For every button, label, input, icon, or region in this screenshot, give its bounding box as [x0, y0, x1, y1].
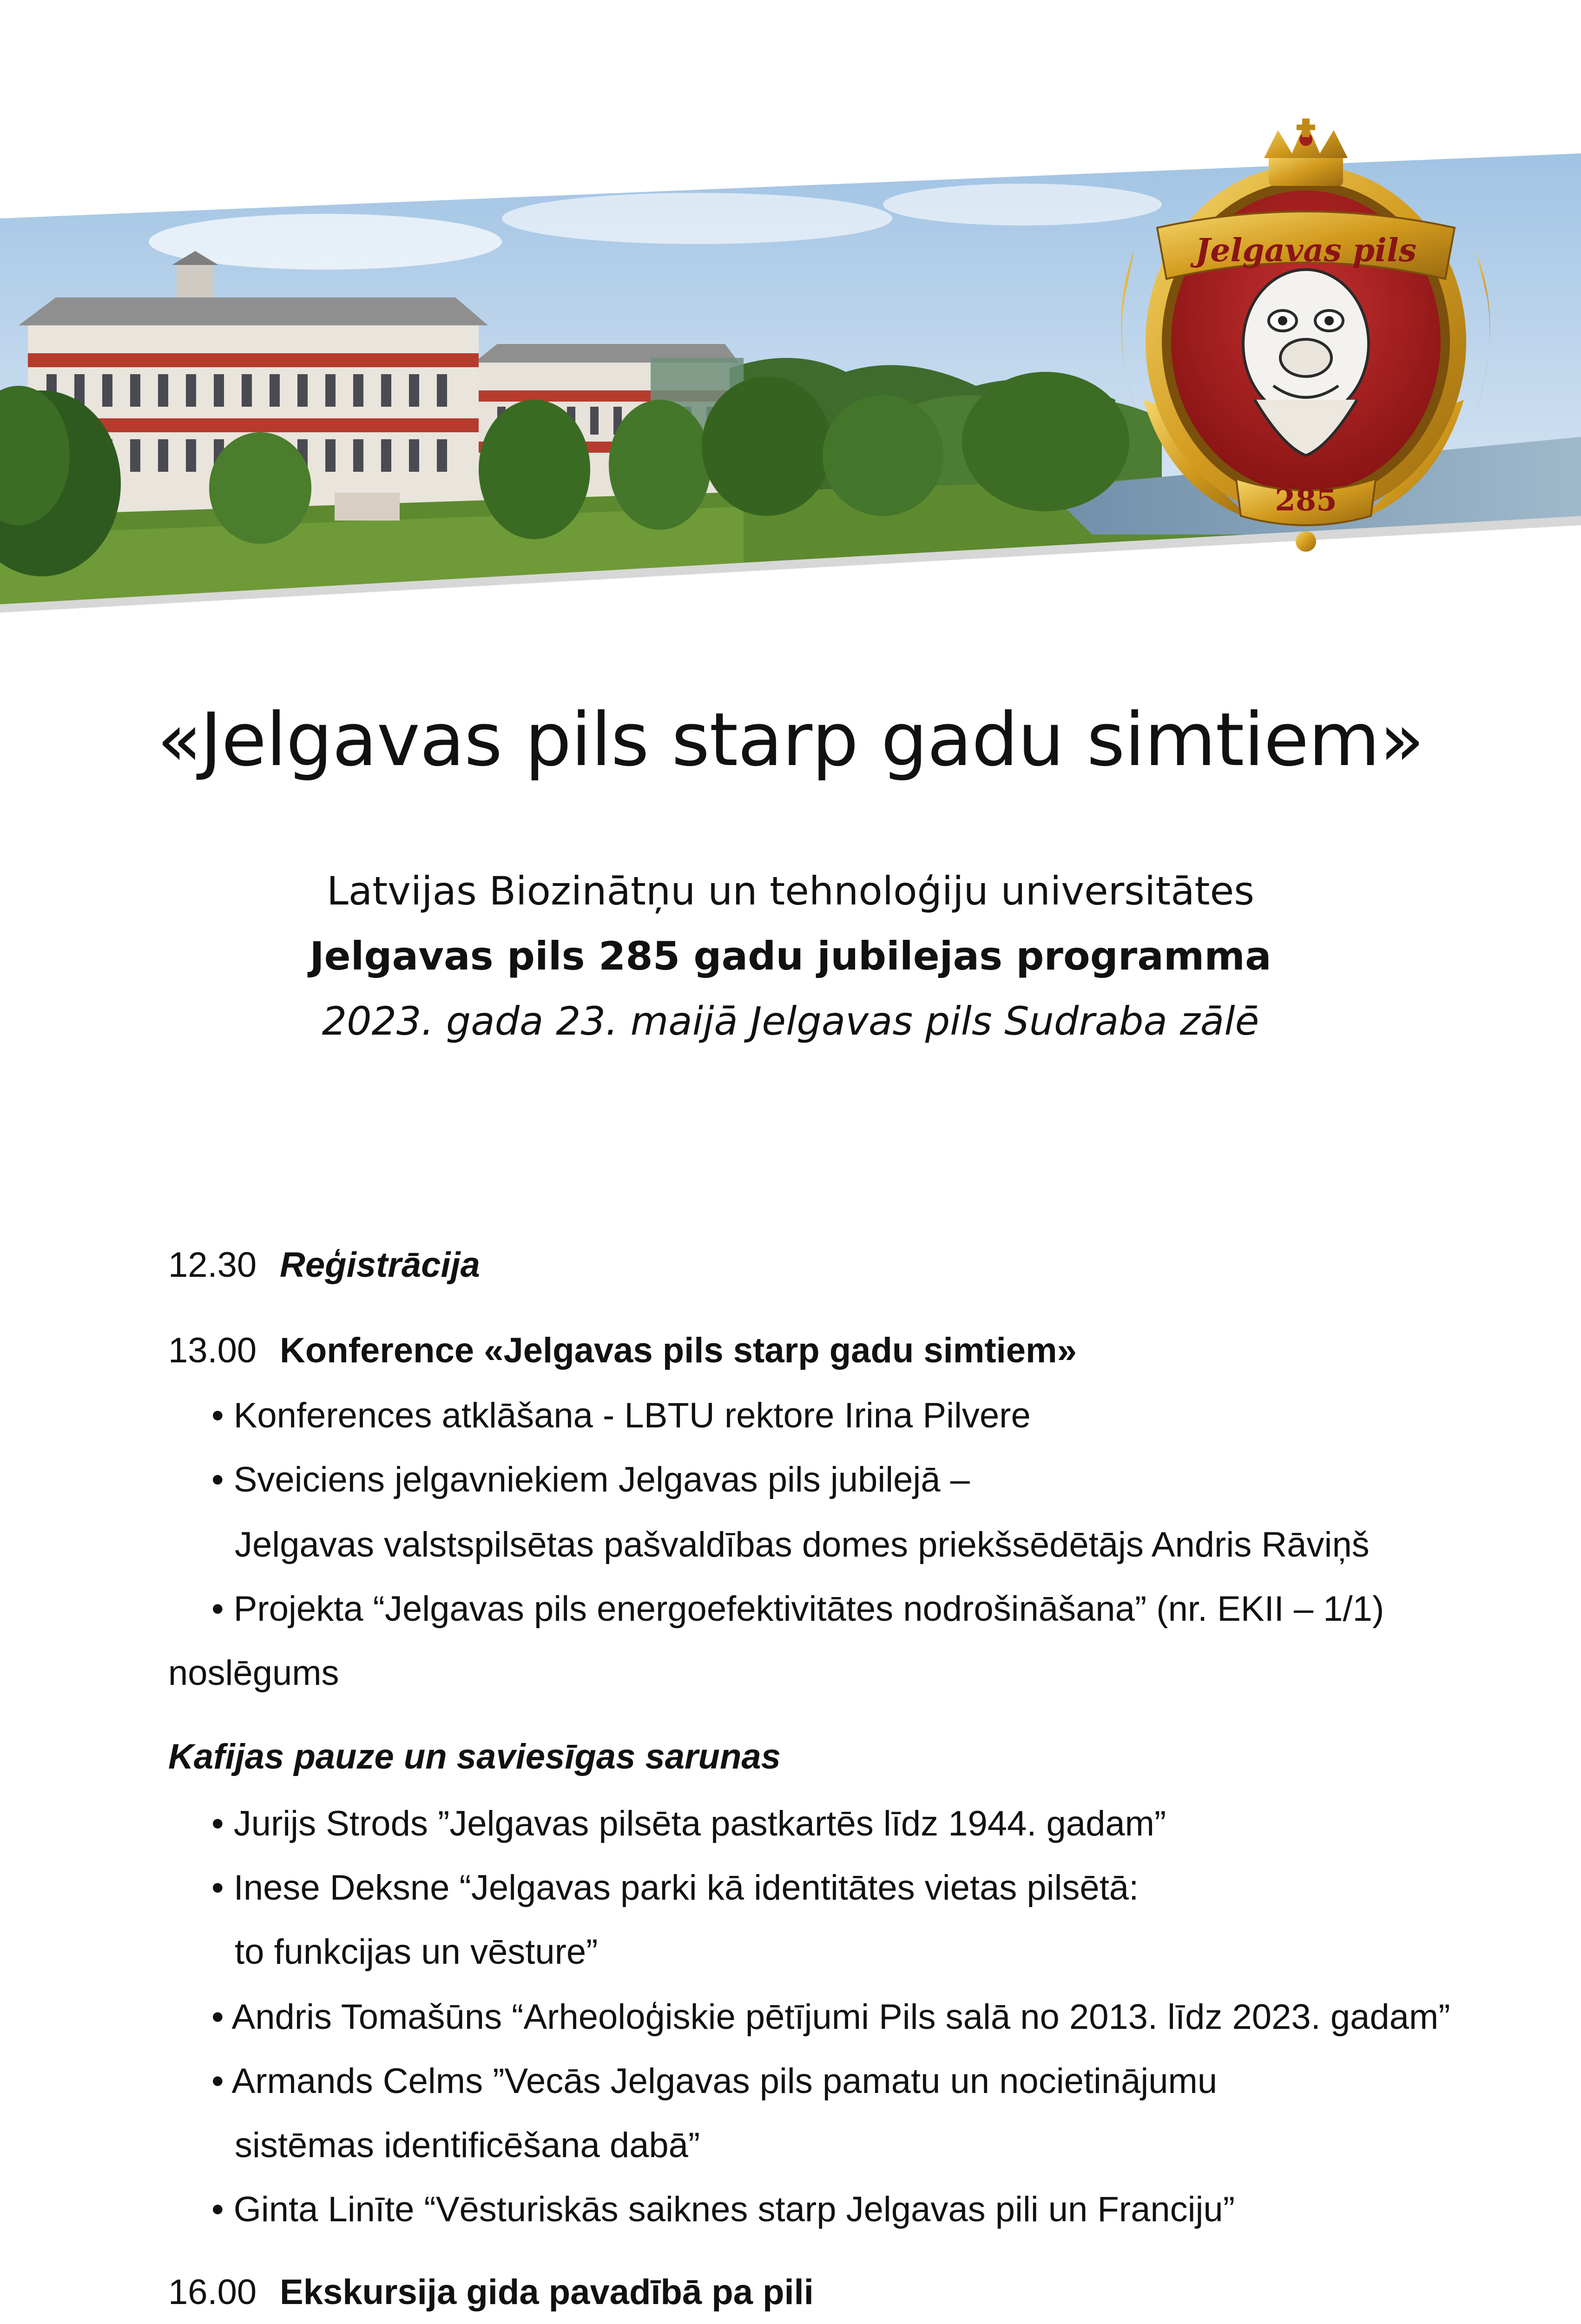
entry-title: Ekskursija gida pavadībā pa pili [280, 2272, 814, 2312]
programme-name: Jelgavas pils 285 gadu jubilejas programma [310, 933, 1271, 979]
bullet-text: • Inese Deksne “Jelgavas parki kā identitātes vietas pilsētā: [211, 1868, 1139, 1908]
bullet-text: • Konferences atklāšana - LBTU rektore Irina Pilvere [211, 1396, 1031, 1435]
bullet-text: sistēmas identificēšana dabā” [235, 2126, 700, 2165]
bullet-text: • Armands Celms ”Vecās Jelgavas pils pamatu un nocietinājumu [211, 2061, 1218, 2101]
entry-title: Kafijas pauze un saviesīgas sarunas [168, 1737, 781, 1776]
bullet-text: • Ginta Linīte “Vēsturiskās saiknes starp Jelgavas pili un Franciju” [211, 2190, 1235, 2229]
bullet-text: • Projekta “Jelgavas pils energoefektivitātes nodrošināšana” (nr. EKII – 1/1) [211, 1589, 1384, 1629]
bullet-text: • Sveiciens jelgavniekiem Jelgavas pils jubilejā – [211, 1460, 970, 1499]
bullet-text: • Andris Tomašūns “Arheoloģiskie pētījumi Pils salā no 2013. līdz 2023. gadam” [211, 1997, 1450, 2037]
bullet-text: to funkcijas un vēsture” [235, 1932, 598, 1972]
entry-title: Konference «Jelgavas pils starp gadu simtiem» [280, 1331, 1077, 1370]
entry-title: Reģistrācija [280, 1245, 480, 1285]
emblem-number: 285 [1275, 483, 1337, 518]
entry-time: 16.00 [168, 2272, 257, 2312]
entry-time: 12.30 [168, 1245, 257, 1285]
header-banner [0, 0, 1581, 651]
page-title: «Jelgavas pils starp gadu simtiem» [157, 697, 1424, 783]
entry-time: 13.00 [168, 1331, 257, 1370]
event-date-venue: 2023. gada 23. maijā Jelgavas pils Sudraba zālē [322, 998, 1259, 1044]
bullet-text: Jelgavas valstspilsētas pašvaldības domes priekšsēdētājs Andris Rāviņš [235, 1525, 1370, 1565]
bullet-text: • Jurijs Strods ”Jelgavas pilsēta pastkartēs līdz 1944. gadam” [211, 1804, 1166, 1843]
bullet-text: noslēgums [168, 1653, 339, 1693]
palace-photo [0, 0, 1581, 651]
organizer-line: Latvijas Biozinātņu un tehnoloģiju universitātes [326, 868, 1255, 914]
emblem-ribbon-text: Jelgavas pils [1195, 232, 1416, 269]
